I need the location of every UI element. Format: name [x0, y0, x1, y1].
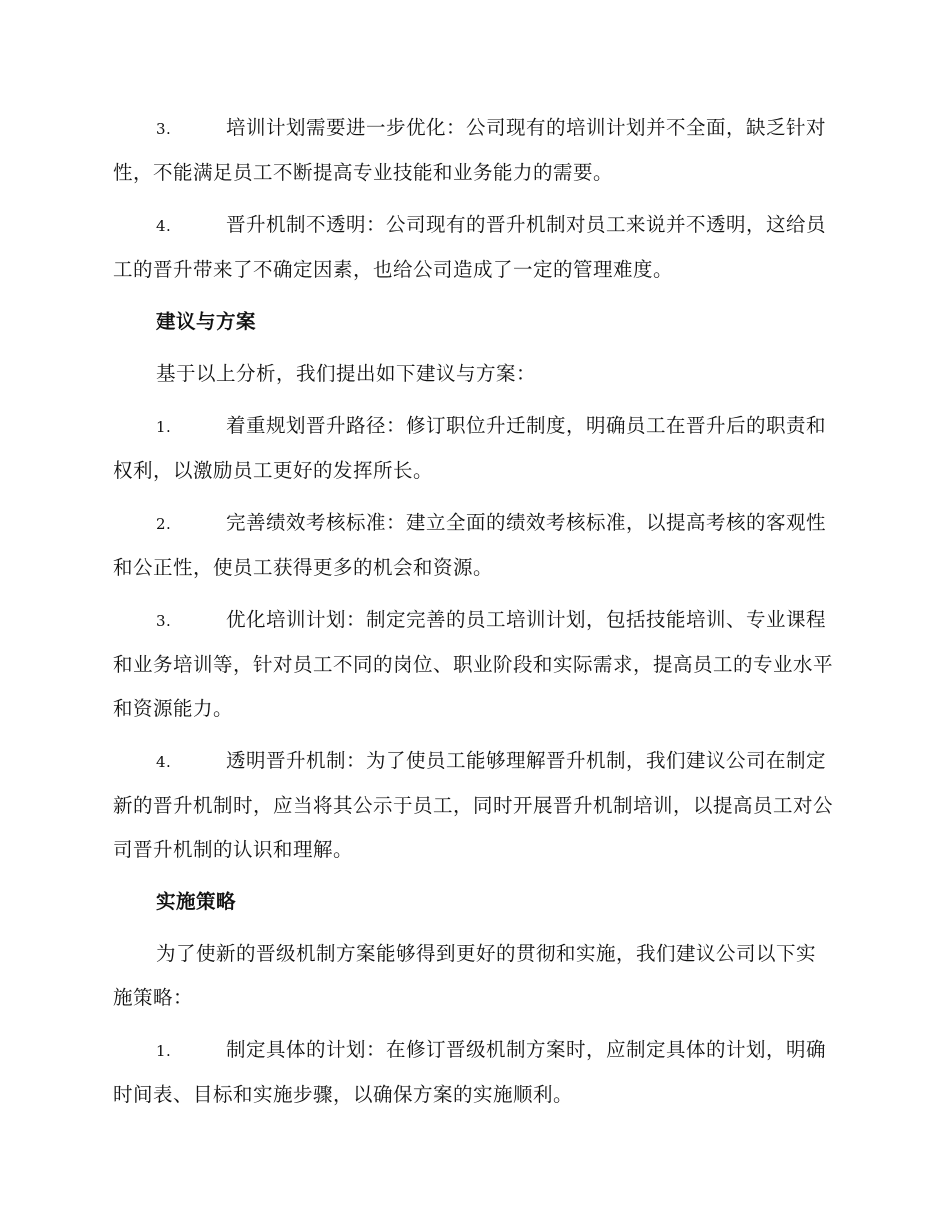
section-heading-suggestions: 建议与方案: [156, 310, 257, 333]
problem-item-4: [113, 203, 833, 292]
section-heading-implementation: 实施策略: [156, 890, 237, 913]
list-item-text: 培训计划需要进一步优化：公司现有的培训计划并不全面，缺乏针对性，不能满足员工不断提高专业技能和业务能力的需要。: [113, 116, 827, 184]
list-item-text: 完善绩效考核标准：建立全面的绩效考核标准，以提高考核的客观性和公正性，使员工获得更多的机会和资源。: [113, 511, 827, 579]
list-number: 3.: [156, 120, 172, 138]
problem-item-3: [113, 106, 833, 195]
document-body: [113, 106, 833, 1125]
suggestion-item-1: [113, 404, 833, 493]
list-number: 4.: [156, 217, 172, 235]
implementation-intro: 为了使新的晋级机制方案能够得到更好的贯彻和实施，我们建议公司以下实施策略：: [113, 942, 817, 1009]
list-number: 3.: [156, 612, 172, 630]
list-item-text: 制定具体的计划：在修订晋级机制方案时，应制定具体的计划，明确时间表、目标和实施步骤，以确保方案的实施顺利。: [113, 1038, 827, 1106]
list-item-text: 着重规划晋升路径：修订职位升迁制度，明确员工在晋升后的职责和权利，以激励员工更好的发挥所长。: [113, 414, 827, 482]
list-item-text: 优化培训计划：制定完善的员工培训计划，包括技能培训、专业课程和业务培训等，针对员工不同的岗位、职业阶段和实际需求，提高员工的专业水平和资源能力。: [113, 608, 834, 720]
suggestion-item-4: [113, 739, 833, 872]
list-number: 1.: [156, 1042, 172, 1060]
list-number: 2.: [156, 515, 172, 533]
list-item-text: 晋升机制不透明：公司现有的晋升机制对员工来说并不透明，这给员工的晋升带来了不确定因素，也给公司造成了一定的管理难度。: [113, 213, 827, 281]
implementation-item-1: [113, 1028, 833, 1117]
list-number: 1.: [156, 418, 172, 436]
list-item-text: 透明晋升机制：为了使员工能够理解晋升机制，我们建议公司在制定新的晋升机制时，应当将其公示于员工，同时开展晋升机制培训，以提高员工对公司晋升机制的认识和理解。: [113, 749, 834, 861]
list-number: 4.: [156, 753, 172, 771]
suggestion-item-3: [113, 598, 833, 731]
suggestion-item-2: [113, 501, 833, 590]
suggestions-intro: 基于以上分析，我们提出如下建议与方案：: [156, 362, 537, 385]
